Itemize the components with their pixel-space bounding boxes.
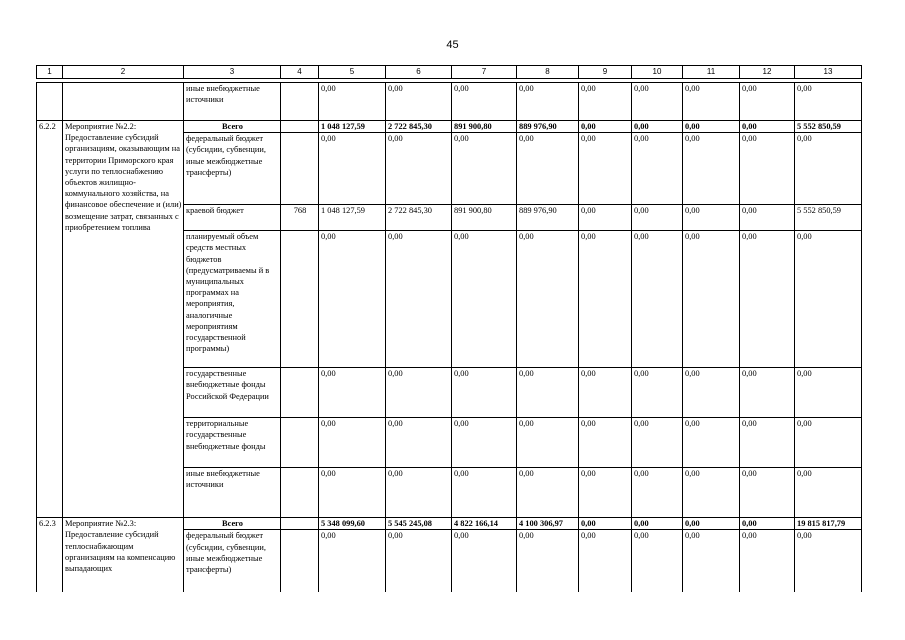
source-cell: федеральный бюджет (субсидии, субвенции, иные межбюджетные трансферты) [184, 530, 281, 592]
value-cell: 0,00 [579, 121, 632, 133]
total-label: Всего [184, 518, 281, 530]
value-cell: 0,00 [683, 530, 740, 592]
value-cell: 2 722 845,30 [386, 121, 452, 133]
table-body [37, 66, 862, 592]
value-cell: 0,00 [319, 530, 386, 592]
value-cell: 0,00 [632, 530, 683, 592]
value-cell: 0,00 [319, 468, 386, 518]
value-cell: 0,00 [579, 530, 632, 592]
value-cell: 891 900,80 [452, 121, 517, 133]
value-cell: 0,00 [517, 83, 579, 121]
item-title: Мероприятие №2.2: Предоставление субсидий организациям, оказывающим на территории Приморского края услуги по теплоснабжению объектов жилищно-коммунального хозяйства, на финансовое обеспечение и (или) возмещение затрат, связанных с приобретением топлива [63, 121, 184, 518]
value-cell: 0,00 [740, 83, 795, 121]
header-cell: 9 [579, 66, 632, 79]
value-cell: 0,00 [683, 468, 740, 518]
value-cell: 0,00 [319, 418, 386, 468]
value-cell: 0,00 [632, 205, 683, 231]
code-cell [281, 518, 319, 530]
source-cell: территориальные государственные внебюджетные фонды [184, 418, 281, 468]
value-cell: 889 976,90 [517, 121, 579, 133]
budget-table [36, 65, 862, 592]
code-cell [281, 468, 319, 518]
value-cell: 0,00 [452, 133, 517, 205]
value-cell: 0,00 [632, 468, 683, 518]
number-cell [37, 83, 63, 121]
value-cell: 0,00 [740, 518, 795, 530]
value-cell: 0,00 [452, 231, 517, 368]
header-cell: 2 [63, 66, 184, 79]
header-cell: 6 [386, 66, 452, 79]
value-cell: 0,00 [632, 133, 683, 205]
value-cell: 2 722 845,30 [386, 205, 452, 231]
code-cell [281, 368, 319, 418]
value-cell: 0,00 [386, 231, 452, 368]
header-cell: 5 [319, 66, 386, 79]
value-cell: 0,00 [740, 530, 795, 592]
total-row [37, 518, 862, 530]
value-cell: 0,00 [632, 368, 683, 418]
value-cell: 0,00 [579, 133, 632, 205]
header-cell: 12 [740, 66, 795, 79]
header-cell: 1 [37, 66, 63, 79]
value-cell: 0,00 [740, 231, 795, 368]
value-cell: 0,00 [579, 83, 632, 121]
value-cell: 5 545 245,08 [386, 518, 452, 530]
value-cell: 0,00 [319, 133, 386, 205]
value-cell: 0,00 [795, 83, 862, 121]
value-cell: 4 100 306,97 [517, 518, 579, 530]
value-cell: 0,00 [740, 133, 795, 205]
source-cell: иные внебюджетные источники [184, 83, 281, 121]
header-cell: 13 [795, 66, 862, 79]
header-cell: 8 [517, 66, 579, 79]
value-cell: 0,00 [386, 530, 452, 592]
value-cell: 0,00 [795, 368, 862, 418]
source-cell: федеральный бюджет (субсидии, субвенции, иные межбюджетные трансферты) [184, 133, 281, 205]
value-cell: 0,00 [579, 368, 632, 418]
value-cell: 1 048 127,59 [319, 205, 386, 231]
value-cell: 0,00 [579, 418, 632, 468]
value-cell: 0,00 [319, 368, 386, 418]
value-cell: 0,00 [740, 205, 795, 231]
value-cell: 19 815 817,79 [795, 518, 862, 530]
item-number: 6.2.2 [37, 121, 63, 518]
item-title: Мероприятие №2.3: Предоставление субсидий теплоснабжающим организациям на компенсацию выпадающих [63, 518, 184, 592]
source-cell: иные внебюджетные источники [184, 468, 281, 518]
value-cell: 0,00 [683, 205, 740, 231]
value-cell: 4 822 166,14 [452, 518, 517, 530]
code-cell [281, 530, 319, 592]
value-cell: 0,00 [795, 468, 862, 518]
value-cell: 0,00 [517, 368, 579, 418]
header-cell: 4 [281, 66, 319, 79]
value-cell: 891 900,80 [452, 205, 517, 231]
value-cell: 0,00 [386, 468, 452, 518]
value-cell: 0,00 [386, 133, 452, 205]
value-cell: 0,00 [632, 418, 683, 468]
value-cell: 0,00 [632, 231, 683, 368]
value-cell: 0,00 [795, 530, 862, 592]
value-cell: 0,00 [795, 418, 862, 468]
page-number: 45 [446, 39, 459, 51]
value-cell: 889 976,90 [517, 205, 579, 231]
value-cell: 0,00 [795, 231, 862, 368]
value-cell: 0,00 [452, 530, 517, 592]
header-cell: 7 [452, 66, 517, 79]
value-cell: 0,00 [740, 121, 795, 133]
source-cell: краевой бюджет [184, 205, 281, 231]
value-cell: 0,00 [452, 368, 517, 418]
value-cell: 0,00 [452, 418, 517, 468]
value-cell: 0,00 [683, 418, 740, 468]
value-cell: 0,00 [319, 83, 386, 121]
value-cell: 0,00 [683, 231, 740, 368]
value-cell: 0,00 [386, 418, 452, 468]
value-cell: 5 348 099,60 [319, 518, 386, 530]
title-cell [63, 83, 184, 121]
table-row [37, 83, 862, 121]
value-cell: 0,00 [452, 83, 517, 121]
value-cell: 0,00 [452, 468, 517, 518]
code-cell [281, 418, 319, 468]
value-cell: 0,00 [683, 83, 740, 121]
item-number: 6.2.3 [37, 518, 63, 592]
value-cell: 1 048 127,59 [319, 121, 386, 133]
value-cell: 5 552 850,59 [795, 205, 862, 231]
source-cell: государственные внебюджетные фонды Российской Федерации [184, 368, 281, 418]
value-cell: 0,00 [683, 368, 740, 418]
value-cell: 0,00 [386, 368, 452, 418]
value-cell: 0,00 [579, 205, 632, 231]
source-cell: планируемый объем средств местных бюджетов (предусматриваемы й в муниципальных программах на мероприятия, аналогичные мероприятиям государственной программы) [184, 231, 281, 368]
header-cell: 11 [683, 66, 740, 79]
value-cell: 0,00 [683, 518, 740, 530]
value-cell: 0,00 [517, 231, 579, 368]
value-cell: 0,00 [517, 133, 579, 205]
value-cell: 0,00 [579, 231, 632, 368]
header-row [37, 66, 862, 79]
value-cell: 0,00 [632, 83, 683, 121]
header-cell: 10 [632, 66, 683, 79]
value-cell: 0,00 [579, 468, 632, 518]
value-cell: 0,00 [632, 121, 683, 133]
value-cell: 0,00 [795, 133, 862, 205]
header-cell: 3 [184, 66, 281, 79]
value-cell: 0,00 [740, 418, 795, 468]
code-cell [281, 133, 319, 205]
value-cell: 0,00 [386, 83, 452, 121]
code-cell [281, 83, 319, 121]
value-cell: 0,00 [319, 231, 386, 368]
value-cell: 5 552 850,59 [795, 121, 862, 133]
code-cell: 768 [281, 205, 319, 231]
value-cell: 0,00 [740, 368, 795, 418]
value-cell: 0,00 [740, 468, 795, 518]
value-cell: 0,00 [579, 518, 632, 530]
code-cell [281, 121, 319, 133]
value-cell: 0,00 [517, 530, 579, 592]
value-cell: 0,00 [683, 121, 740, 133]
code-cell [281, 231, 319, 368]
total-row [37, 121, 862, 133]
value-cell: 0,00 [683, 133, 740, 205]
total-label: Всего [184, 121, 281, 133]
value-cell: 0,00 [517, 468, 579, 518]
value-cell: 0,00 [632, 518, 683, 530]
value-cell: 0,00 [517, 418, 579, 468]
